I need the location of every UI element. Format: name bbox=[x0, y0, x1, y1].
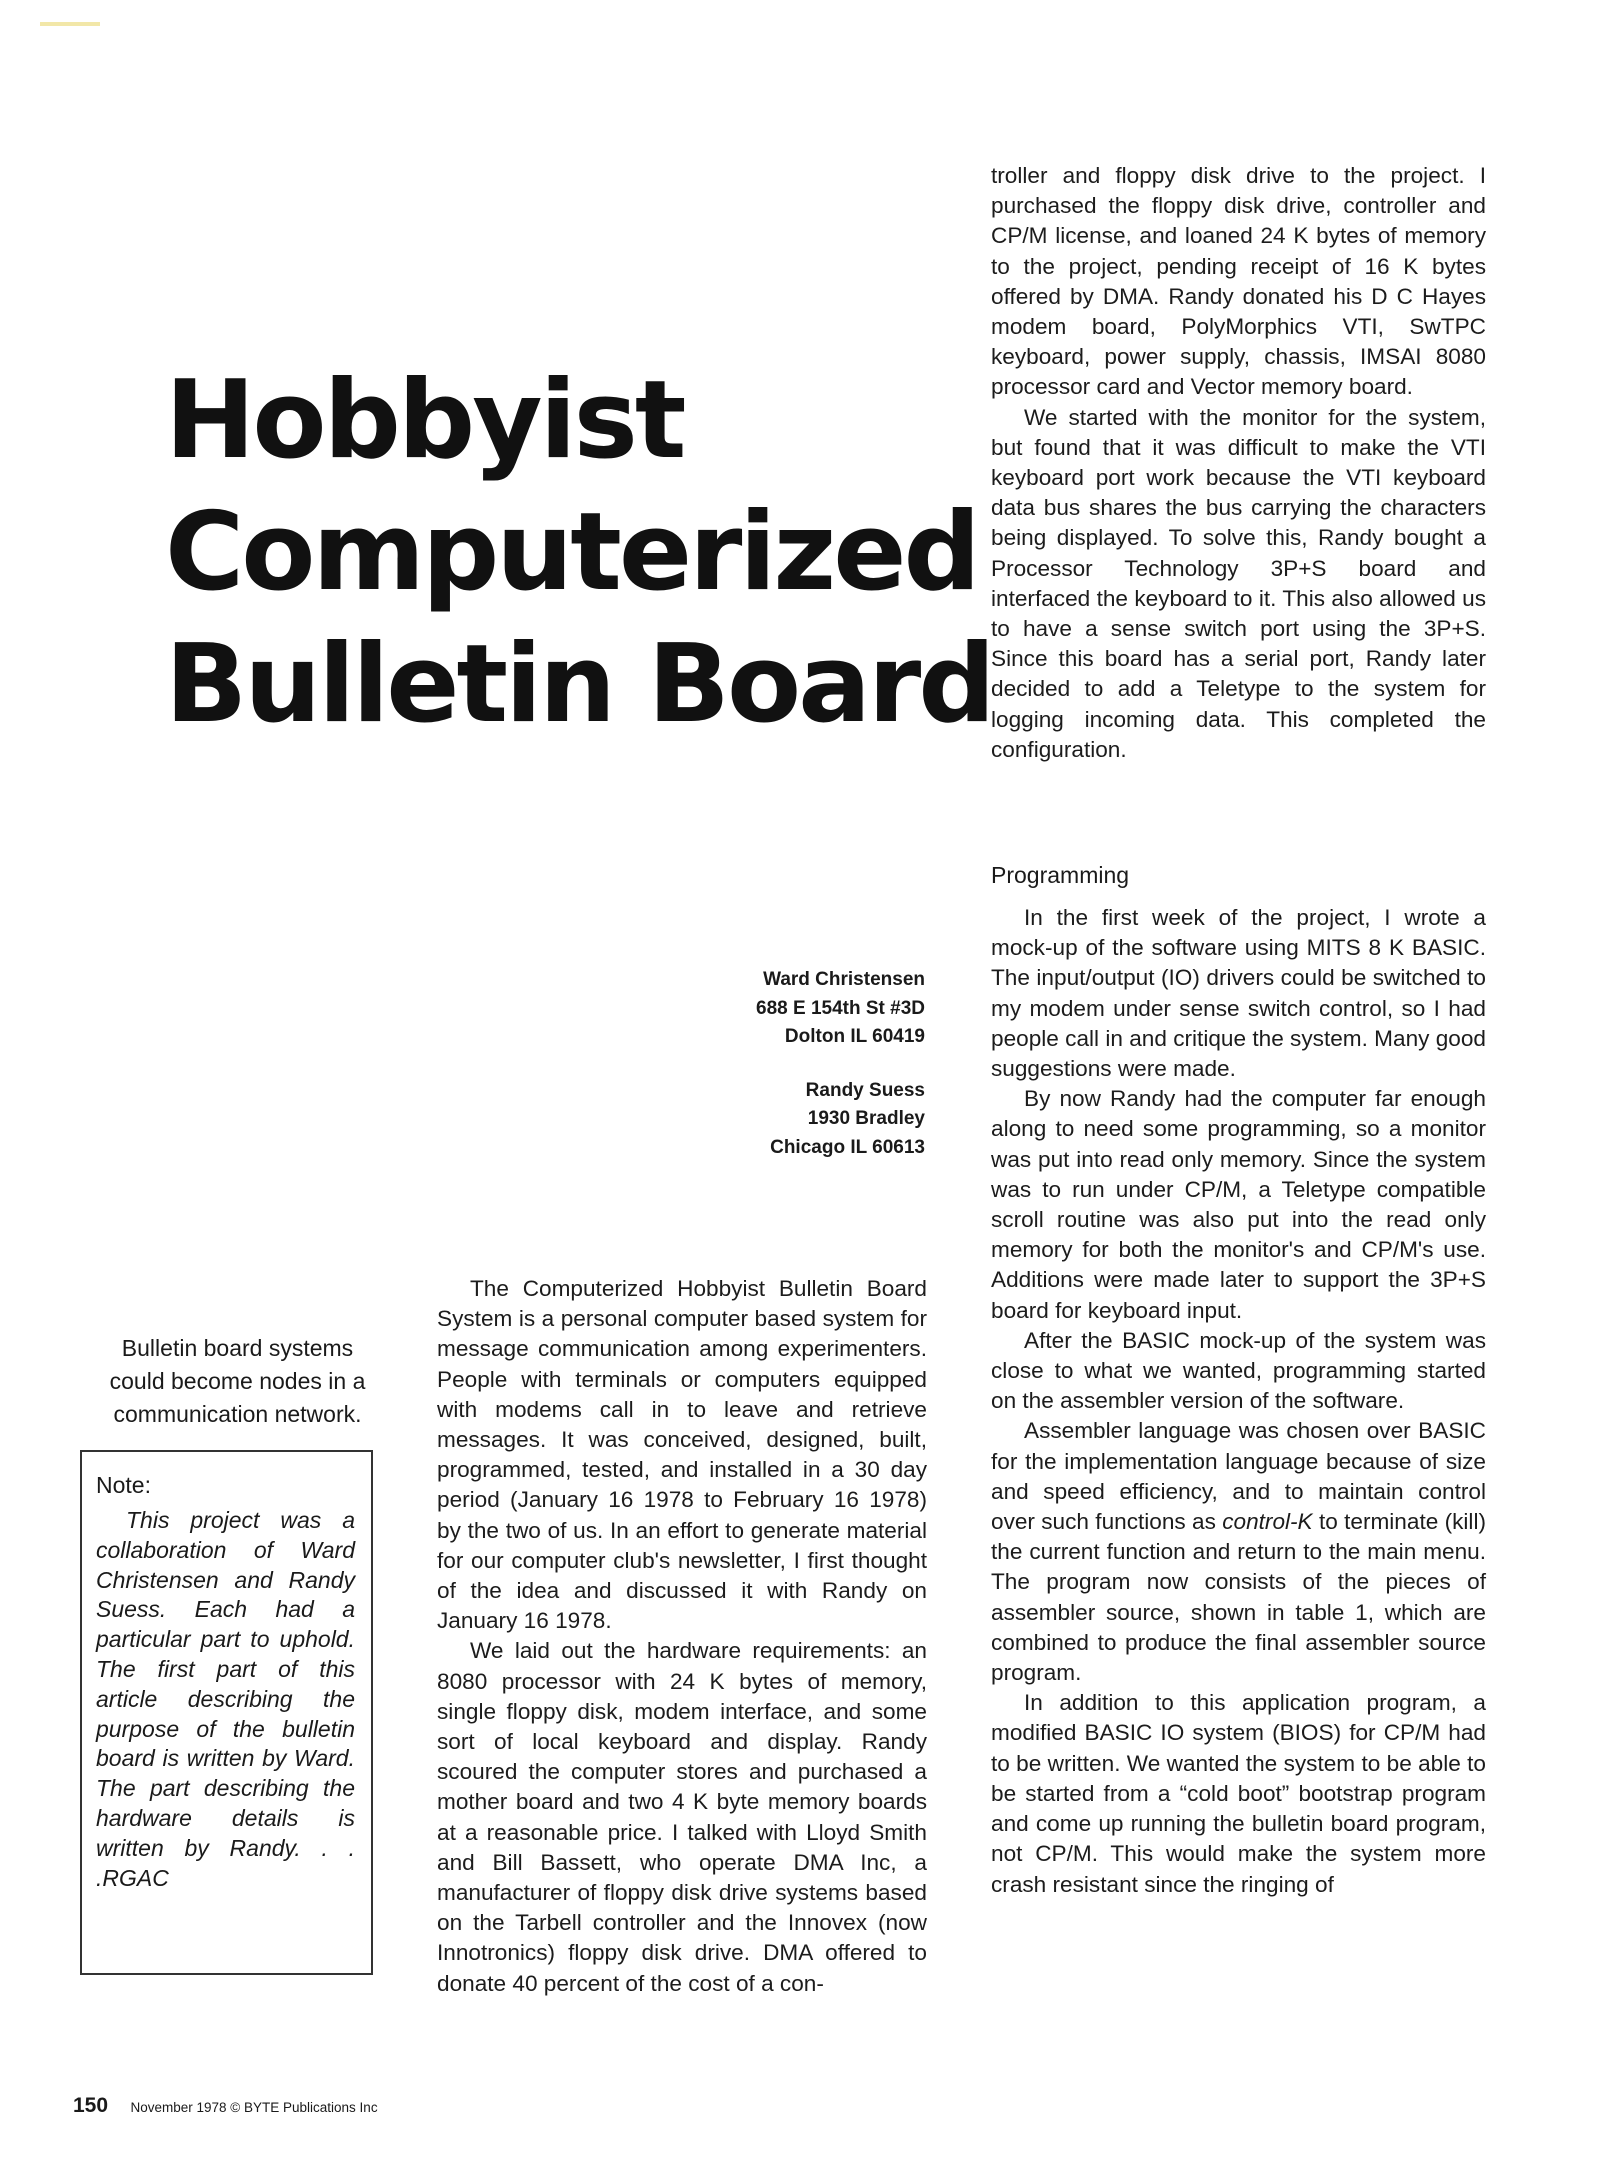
author-2-name: Randy Suess bbox=[805, 1079, 925, 1101]
author-1 bbox=[620, 966, 925, 1052]
page-number: 150 bbox=[73, 2094, 109, 2117]
body-paragraph: By now Randy had the computer far enough along to need some programming, so a monitor was put into read only memory. Since the system was to run under CP/M, a Teletype compatible scroll routine was also put into the read only memory for both the monitor's and CP/M's use. Additions were made later to support the 3P+S board for keyboard input. bbox=[991, 1086, 1486, 1323]
italic-term: control-K bbox=[1222, 1509, 1313, 1535]
title-line-1: Hobbyist bbox=[165, 358, 684, 483]
body-paragraph: We started with the monitor for the system, but found that it was difficult to make the VTI keyboard port work because the VTI keyboard data bus shares the bus carrying the characters being displayed. To solve this, Randy bought a Processor Technology 3P+S board and interfaced the keyboard to it. This also allowed us to have a sense switch port using the 3P+S. Since this board has a serial port, Randy later decided to add a Teletype to the system for logging incoming data. This completed the configuration. bbox=[991, 404, 1486, 762]
text-run: Assembler language was chosen over BASIC for the implementation language because of size and speed efficiency, and to maintain control over such functions as bbox=[991, 1418, 1486, 1535]
note-body: This project was a collaboration of Ward Christensen and Randy Suess. Each had a particular part to uphold. The first part of this article describing the purpose of the bulletin board is written by Ward. The part describing the hardware details is written by Randy. . . .RGAC bbox=[96, 1507, 355, 1891]
author-1-name: Ward Christensen bbox=[763, 969, 925, 990]
article-title bbox=[165, 355, 993, 751]
author-1-city: Dolton IL 60419 bbox=[784, 1026, 925, 1047]
text-run: to terminate (kill) the current function and return to the main menu. The program now consists of the pieces of assembler source, shown in table 1, which are combined to produce the final assembler source program. bbox=[991, 1509, 1486, 1686]
author-addresses bbox=[620, 966, 925, 1162]
body-paragraph: In the first week of the project, I wrote a mock-up of the software using MITS 8 K BASIC. The input/output (IO) drivers could be switched to my modem under sense switch control, so I had people call in and critique the system. Many good suggestions were made. bbox=[991, 905, 1486, 1082]
title-line-3: Bulletin Board bbox=[165, 622, 993, 747]
body-paragraph: In addition to this application program, a modified BASIC IO system (BIOS) for CP/M had to be written. We wanted the system to be able to be started from a “cold boot” bootstrap program and come up running the bulletin board program, not CP/M. This would make the system more crash resistant since the ringing of bbox=[991, 1690, 1486, 1897]
body-paragraph: We laid out the hardware requirements: an 8080 processor with 24 K bytes of memory, single floppy disk, modem interface, and some sort of local keyboard and display. Randy scoured the computer stores and purchased a mother board and two 4 K byte memory boards at a reasonable price. I talked with Lloyd Smith and Bill Bassett, who operate DMA Inc, a manufacturer of floppy disk drive systems based on the Tarbell controller and the Innovex (now Innotronics) floppy disk drive. DMA offered to donate 40 percent of the cost of a con- bbox=[437, 1638, 927, 1996]
body-paragraph: After the BASIC mock-up of the system was close to what we wanted, programming started on the assembler version of the software. bbox=[991, 1327, 1486, 1414]
author-2-street: 1930 Bradley bbox=[807, 1108, 925, 1129]
body-paragraph: troller and floppy disk drive to the project. I purchased the floppy disk drive, controller and CP/M license, and loaned 24 K bytes of memory to the project, pending receipt of 16 K bytes offered by DMA. Randy donated his D C Hayes modem board, PolyMorphics VTI, SwTPC keyboard, power supply, chassis, IMSAI 8080 processor card and Vector memory board. bbox=[991, 163, 1486, 400]
page-footer bbox=[73, 2094, 378, 2118]
author-2 bbox=[620, 1077, 925, 1163]
article-column-middle bbox=[437, 1274, 927, 1999]
note-label: Note: bbox=[96, 1472, 151, 1498]
scan-artifact bbox=[40, 22, 100, 26]
author-2-city: Chicago IL 60613 bbox=[770, 1136, 925, 1158]
pull-quote: Bulletin board systems could become nodes in a communication network. bbox=[109, 1335, 366, 1427]
issue-credit: November 1978 © BYTE Publications Inc bbox=[130, 2100, 378, 2115]
body-paragraph: The Computerized Hobbyist Bulletin Board System is a personal computer based system for message communication among experimenters. People with terminals or computers equipped with modems call in to leave and retrieve messages. It was conceived, designed, built, programmed, tested, and installed in a 30 day period (January 16 1978 to February 16 1978) by the two of us. In an effort to generate material for our computer club's newsletter, I first thought of the idea and discussed it with Randy on January 16 1978. bbox=[437, 1276, 927, 1634]
article-column-right-bottom bbox=[991, 903, 1486, 1900]
body-paragraph bbox=[991, 1416, 1486, 1688]
title-line-2: Computerized bbox=[165, 490, 978, 615]
author-1-street: 688 E 154th St #3D bbox=[756, 997, 925, 1019]
article-column-right-top bbox=[991, 161, 1486, 765]
section-heading: Programming bbox=[991, 862, 1130, 888]
editor-note-box bbox=[80, 1450, 373, 1975]
